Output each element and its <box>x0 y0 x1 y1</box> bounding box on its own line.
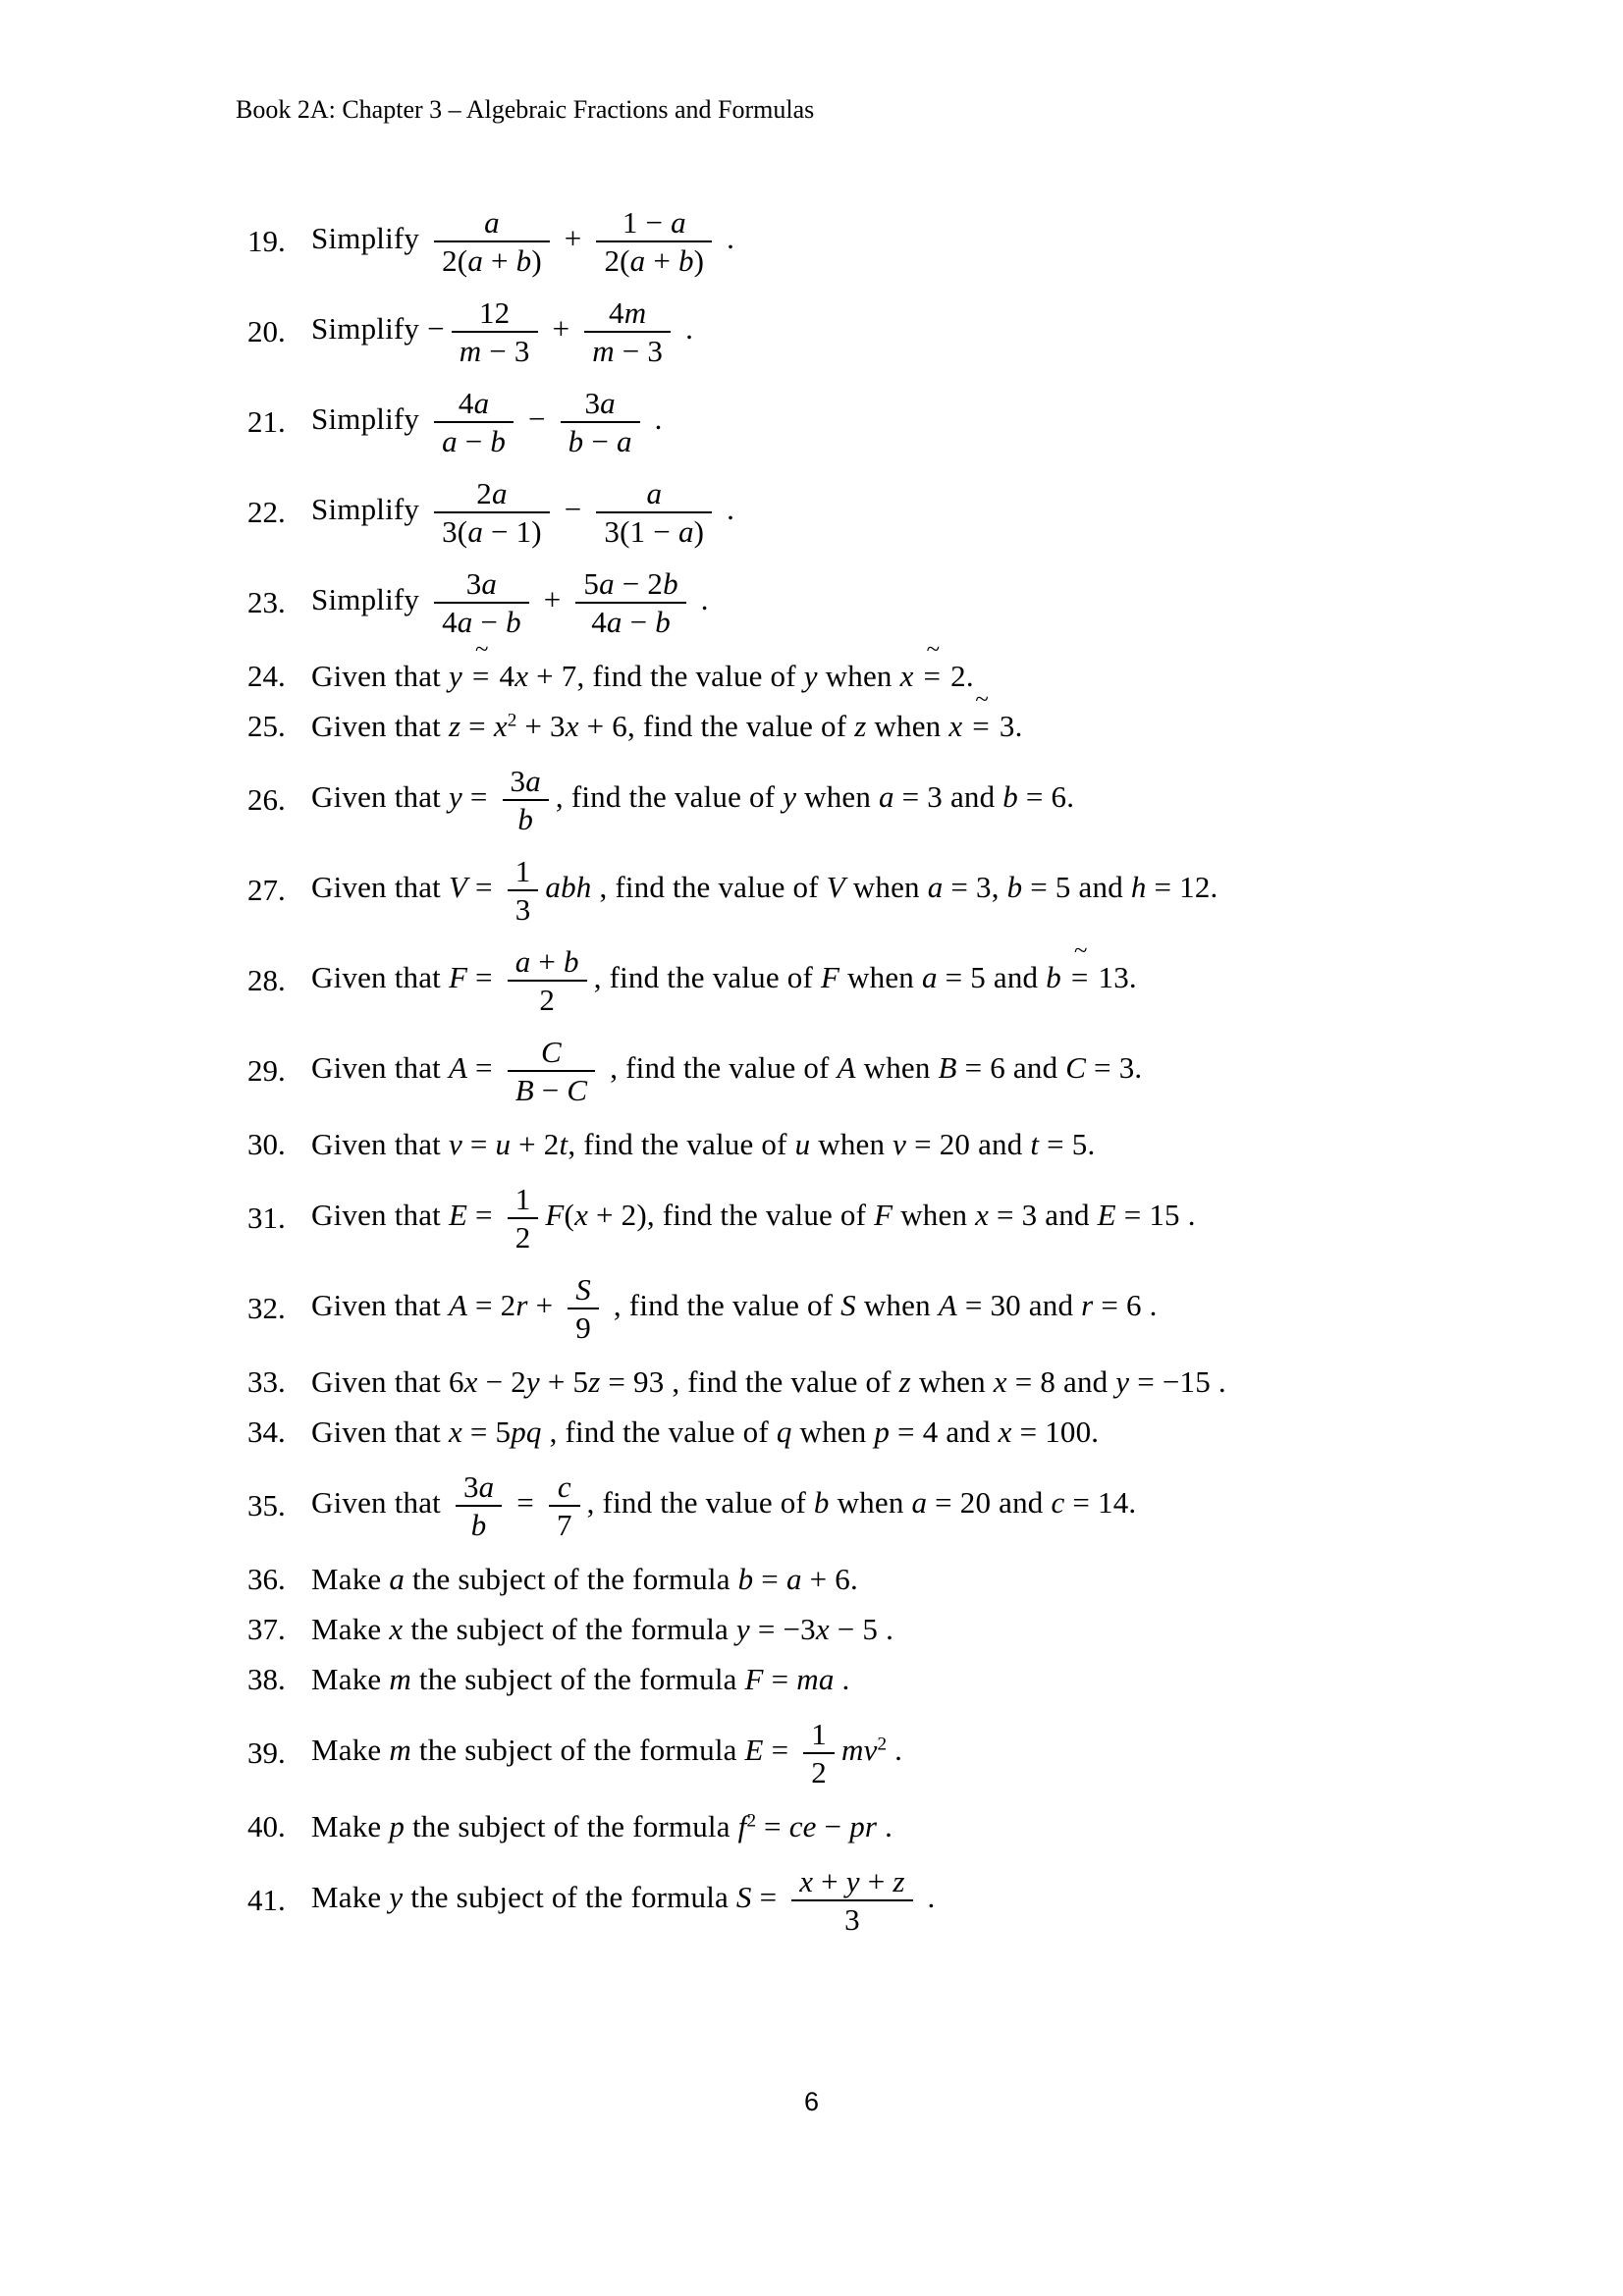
math-fraction: $\frac{a + b}{2}$ <box>508 943 587 1018</box>
text-run: the subject of the formula <box>403 1612 736 1646</box>
text-run: . <box>646 401 663 437</box>
math-run: y <box>783 779 797 815</box>
text-run: Simplify <box>311 582 428 617</box>
text-run: Make <box>311 1612 390 1646</box>
math-run: + 3x <box>516 709 579 743</box>
text-run: = 3. <box>1086 1050 1143 1086</box>
problem-number: 33. <box>247 1364 286 1399</box>
math-fraction: $\frac{1}{3}$ <box>508 853 539 928</box>
text-run: when <box>910 1364 994 1399</box>
problem-text <box>311 853 1218 928</box>
math-run: x <box>993 1364 1007 1399</box>
text-run: . <box>719 221 735 256</box>
problem-item <box>247 1181 1583 1255</box>
math-run: A <box>448 1050 468 1086</box>
text-run: = <box>467 1050 501 1086</box>
math-fraction: $\frac{C}{B - C}$ <box>508 1034 596 1108</box>
text-run: = 14. <box>1064 1485 1137 1521</box>
problem-text <box>311 1124 1095 1165</box>
text-run: , find the value of <box>568 1127 795 1161</box>
text-run: 2. <box>943 659 974 693</box>
problem-text <box>311 1609 893 1650</box>
math-run: F <box>820 960 840 995</box>
math-fraction: $\frac{1}{2}$ <box>803 1716 835 1790</box>
text-run: Given that <box>311 1485 449 1521</box>
problem-item <box>247 1034 1583 1108</box>
math-run: y <box>1115 1364 1130 1399</box>
text-run: , find the value of <box>646 1198 875 1233</box>
math-run: p <box>874 1415 891 1449</box>
text-run: + 6. <box>801 1562 858 1596</box>
math-run: a <box>911 1485 928 1521</box>
text-run: = 12. <box>1146 870 1218 905</box>
problem-text <box>311 937 1137 1018</box>
text-run: + <box>556 221 590 256</box>
problem-item <box>247 1124 1583 1165</box>
problem-number: 28. <box>247 963 286 997</box>
tilde-equals-sign: = ~ <box>1070 937 1089 995</box>
text-run: = 8 and <box>1006 1364 1116 1399</box>
text-run: the subject of the formula <box>405 1562 738 1596</box>
problem-number: 39. <box>247 1735 286 1770</box>
text-run: when <box>817 659 900 693</box>
text-run: the subject of the formula <box>410 1662 745 1696</box>
math-run: y = <box>448 779 496 815</box>
problem-number: 26. <box>247 782 286 817</box>
problem-number: 35. <box>247 1488 286 1522</box>
text-run: Make <box>311 1733 390 1768</box>
problem-number: 27. <box>247 873 286 907</box>
text-run: = 30 and <box>956 1288 1082 1323</box>
math-fraction: $\frac{3a}{b - a}$ <box>561 385 640 459</box>
math-run: x <box>998 1415 1012 1449</box>
math-run: m <box>389 1733 411 1768</box>
text-run: Given that <box>311 1415 449 1449</box>
text-run: = 3 and <box>989 1198 1098 1233</box>
text-run: = 20 and <box>927 1485 1052 1521</box>
math-run: x <box>389 1612 404 1646</box>
math-run: z = x <box>448 709 508 743</box>
text-run: , find the value of <box>555 779 784 815</box>
text-run: = <box>509 1485 542 1521</box>
text-run: = 6. <box>1017 779 1075 815</box>
text-run: the subject of the formula <box>403 1880 736 1915</box>
math-fraction: $\frac{x + y + z}{3}$ <box>791 1863 912 1938</box>
text-run: Simplify <box>311 492 428 527</box>
text-run: Simplify <box>311 221 428 256</box>
text-run: = 6 . <box>1093 1288 1158 1323</box>
problem-item <box>247 853 1583 928</box>
math-run: b <box>813 1485 830 1521</box>
text-run: when <box>844 870 928 905</box>
problem-number: 37. <box>247 1612 286 1646</box>
math-run: p <box>389 1809 406 1843</box>
math-run: r <box>1081 1288 1094 1323</box>
problem-text <box>311 1659 849 1700</box>
math-fraction: $\frac{3a}{4a - b}$ <box>434 565 529 640</box>
math-run: b <box>1006 870 1023 905</box>
problem-item <box>247 1412 1583 1453</box>
text-run: + <box>544 311 578 347</box>
math-fraction: $\frac{4a}{a - b}$ <box>434 385 514 459</box>
text-run: the subject of the formula <box>405 1809 738 1843</box>
math-fraction: $\frac{a}{3(1 - a)}$ <box>596 475 712 550</box>
math-run: y <box>448 659 462 693</box>
math-run: x <box>948 709 963 743</box>
text-run: Simplify <box>311 401 428 437</box>
problem-item <box>247 385 1583 459</box>
text-run: Given that <box>311 1198 449 1233</box>
math-run: b = a <box>737 1562 802 1596</box>
text-run: when <box>829 1485 912 1521</box>
text-run: . <box>877 1809 893 1843</box>
problem-item <box>247 475 1583 550</box>
text-run: = 93 , find the value of <box>600 1364 899 1399</box>
problem-number: 41. <box>247 1883 286 1917</box>
math-run: b <box>1002 779 1018 815</box>
math-run: c <box>1051 1485 1065 1521</box>
text-run: . <box>834 1662 850 1696</box>
text-run: when <box>810 1127 893 1161</box>
superscript: 2 <box>877 1734 888 1755</box>
text-run: − <box>556 492 590 527</box>
problem-item <box>247 565 1583 640</box>
math-fraction: $\frac{5a - 2b}{4a - b}$ <box>575 565 685 640</box>
text-run: , find the value of <box>591 870 827 905</box>
text-run: Simplify − <box>311 311 445 347</box>
text-run: Make <box>311 1880 390 1915</box>
problem-number: 23. <box>247 585 286 619</box>
problem-text <box>311 1362 1226 1403</box>
text-run: Given that <box>311 1288 449 1323</box>
problem-text <box>311 1559 858 1600</box>
problem-item <box>247 636 1583 697</box>
math-fraction: $\frac{3a}{b}$ <box>456 1468 502 1543</box>
problem-number: 31. <box>247 1201 286 1235</box>
text-run: = 15 . <box>1115 1198 1196 1233</box>
math-fraction: $\frac{1}{2}$ <box>508 1181 539 1255</box>
math-run: A <box>837 1050 856 1086</box>
text-run: . <box>677 311 694 347</box>
math-run: x <box>899 659 914 693</box>
page-number: 6 <box>803 2087 820 2116</box>
problem-number: 34. <box>247 1415 286 1449</box>
text-run: + 2 <box>511 1127 560 1161</box>
math-run: E = <box>744 1733 797 1768</box>
math-run: z <box>854 709 867 743</box>
problem-item <box>247 1716 1583 1790</box>
math-run: E = <box>448 1198 501 1233</box>
math-run: h <box>1130 870 1147 905</box>
problem-item <box>247 1659 1583 1700</box>
problem-item <box>247 686 1583 747</box>
problem-number: 30. <box>247 1127 286 1161</box>
math-run: V = <box>448 870 501 905</box>
problem-item <box>247 204 1583 279</box>
problem-text <box>311 1716 902 1790</box>
problem-item <box>247 1362 1583 1403</box>
math-run: F <box>448 960 468 995</box>
problem-item <box>247 1559 1583 1600</box>
math-run: a <box>879 779 894 815</box>
text-run: Given that <box>311 659 449 693</box>
problem-text <box>311 385 663 459</box>
math-run: a <box>927 870 944 905</box>
page-header-title: Book 2A: Chapter 3 – Algebraic Fractions and Formulas <box>236 95 815 124</box>
problem-item <box>247 763 1583 837</box>
problem-text <box>311 204 734 279</box>
math-run: a <box>389 1562 406 1596</box>
problem-number: 21. <box>247 404 286 439</box>
superscript: 2 <box>746 1810 757 1832</box>
text-run: = −15 . <box>1129 1364 1226 1399</box>
problem-item <box>247 1271 1583 1346</box>
math-run: z <box>898 1364 911 1399</box>
text-run: when <box>893 1198 976 1233</box>
text-run: , find the value of <box>593 960 821 995</box>
text-run: when <box>866 709 949 743</box>
problem-text <box>311 1271 1158 1346</box>
problem-number: 20. <box>247 314 286 348</box>
text-run: + 6, find the value of <box>578 709 855 743</box>
math-run: E <box>1097 1198 1116 1233</box>
problem-item <box>247 1468 1583 1543</box>
problem-number: 24. <box>247 659 286 693</box>
problem-item <box>247 1806 1583 1847</box>
text-run: Given that <box>311 1364 449 1399</box>
math-run: S = <box>735 1880 785 1915</box>
text-run: 13. <box>1090 960 1137 995</box>
math-fraction: $\frac{3a}{b}$ <box>503 763 549 837</box>
problem-text <box>311 565 709 640</box>
text-run: + 7, find the value of <box>528 659 804 693</box>
math-run: 4x <box>491 659 529 693</box>
math-run: b <box>1046 960 1061 995</box>
math-run: F(x + 2) <box>545 1198 647 1233</box>
tilde-equals-sign: = ~ <box>923 636 942 693</box>
text-run: − <box>520 401 554 437</box>
math-run: A = 2r + <box>448 1288 562 1323</box>
problem-item <box>247 294 1583 369</box>
math-fraction: $\frac{12}{m - 3}$ <box>452 294 538 369</box>
problem-text <box>311 1806 893 1847</box>
math-run: F <box>874 1198 893 1233</box>
superscript: 2 <box>507 710 517 731</box>
math-run: v = u <box>448 1127 512 1161</box>
text-run: Given that <box>311 870 449 905</box>
math-run: y <box>803 659 818 693</box>
math-run: C <box>1065 1050 1087 1086</box>
text-run: , find the value of <box>541 1415 777 1449</box>
text-run: . <box>887 1733 903 1768</box>
text-run: = <box>467 960 501 995</box>
math-run: A <box>938 1288 957 1323</box>
math-run: F = ma <box>744 1662 835 1696</box>
text-run: Given that <box>311 709 449 743</box>
problem-item <box>247 1609 1583 1650</box>
math-run: = ce − pr <box>756 1809 878 1843</box>
text-run: = 5 and <box>1022 870 1131 905</box>
text-run: Given that <box>311 1127 449 1161</box>
problem-text <box>311 686 1023 747</box>
text-run: , find the value of <box>602 1050 838 1086</box>
problem-number: 36. <box>247 1562 286 1596</box>
tilde-equals-sign: = ~ <box>972 686 990 743</box>
math-run: y = −3x − 5 <box>735 1612 879 1646</box>
math-run: 6x − 2y + 5z <box>448 1364 601 1399</box>
problem-item <box>247 1863 1583 1938</box>
text-run: = 3 and <box>893 779 1003 815</box>
problem-number: 40. <box>247 1809 286 1843</box>
text-run: + <box>535 582 569 617</box>
text-run: Given that <box>311 1050 449 1086</box>
math-run: t <box>1030 1127 1040 1161</box>
text-run: . <box>919 1880 936 1915</box>
problem-item <box>247 937 1583 1018</box>
text-run: Make <box>311 1809 390 1843</box>
math-run: V <box>826 870 845 905</box>
math-run: f <box>737 1809 747 1843</box>
problem-text <box>311 475 734 550</box>
problem-text <box>311 1181 1196 1255</box>
math-fraction: $\frac{a}{2(a + b)}$ <box>434 204 550 279</box>
text-run: when <box>791 1415 875 1449</box>
math-run: q <box>776 1415 792 1449</box>
problem-text <box>311 1468 1136 1543</box>
text-run: Given that <box>311 960 449 995</box>
math-run: y <box>389 1880 404 1915</box>
math-fraction: $\frac{S}{9}$ <box>568 1271 599 1346</box>
math-run: S <box>840 1288 856 1323</box>
math-run: a <box>921 960 938 995</box>
problem-text <box>311 636 974 697</box>
problem-number: 29. <box>247 1053 286 1088</box>
text-run: when <box>839 960 922 995</box>
math-run: t <box>559 1127 568 1161</box>
math-run: abh <box>545 870 592 905</box>
math-fraction: $\frac{c}{7}$ <box>549 1468 580 1543</box>
math-fraction: $\frac{2a}{3(a - 1)}$ <box>434 475 550 550</box>
math-run: u <box>794 1127 811 1161</box>
math-run: mv <box>840 1733 878 1768</box>
text-run: , find the value of <box>586 1485 814 1521</box>
math-run: v <box>893 1127 907 1161</box>
problem-number: 25. <box>247 709 286 743</box>
text-run: = 3, <box>943 870 1007 905</box>
text-run: when <box>796 779 880 815</box>
math-fraction: $\frac{1 - a}{2(a + b)}$ <box>596 204 712 279</box>
text-run: Make <box>311 1662 390 1696</box>
text-run: = 20 and <box>906 1127 1031 1161</box>
math-run: m <box>389 1662 411 1696</box>
text-run: . <box>692 582 709 617</box>
problem-text <box>311 1863 936 1938</box>
text-run: = 6 and <box>956 1050 1066 1086</box>
text-run: Make <box>311 1562 390 1596</box>
text-run: = 100. <box>1011 1415 1100 1449</box>
text-run: 3. <box>991 709 1023 743</box>
math-run: x <box>975 1198 990 1233</box>
text-run: when <box>855 1050 939 1086</box>
problem-text <box>311 763 1074 837</box>
problem-text <box>311 1412 1099 1453</box>
problem-text <box>311 294 693 369</box>
math-run: x = 5pq <box>448 1415 542 1449</box>
problem-number: 38. <box>247 1662 286 1696</box>
problem-number: 19. <box>247 224 286 258</box>
text-run: . <box>878 1612 894 1646</box>
text-run: = 5. <box>1039 1127 1096 1161</box>
problem-number: 32. <box>247 1291 286 1325</box>
tilde-equals-sign: = ~ <box>471 636 490 693</box>
text-run: Given that <box>311 779 449 815</box>
text-run: . <box>719 492 735 527</box>
problem-text <box>311 1034 1142 1108</box>
text-run: when <box>855 1288 939 1323</box>
text-run: the subject of the formula <box>410 1733 745 1768</box>
text-run: = 5 and <box>937 960 1047 995</box>
math-run: B <box>938 1050 957 1086</box>
text-run: , find the value of <box>605 1288 841 1323</box>
problem-number: 22. <box>247 495 286 529</box>
text-run: = 4 and <box>890 1415 999 1449</box>
math-fraction: $\frac{4m}{m - 3}$ <box>584 294 671 369</box>
problem-list <box>247 188 1583 1953</box>
